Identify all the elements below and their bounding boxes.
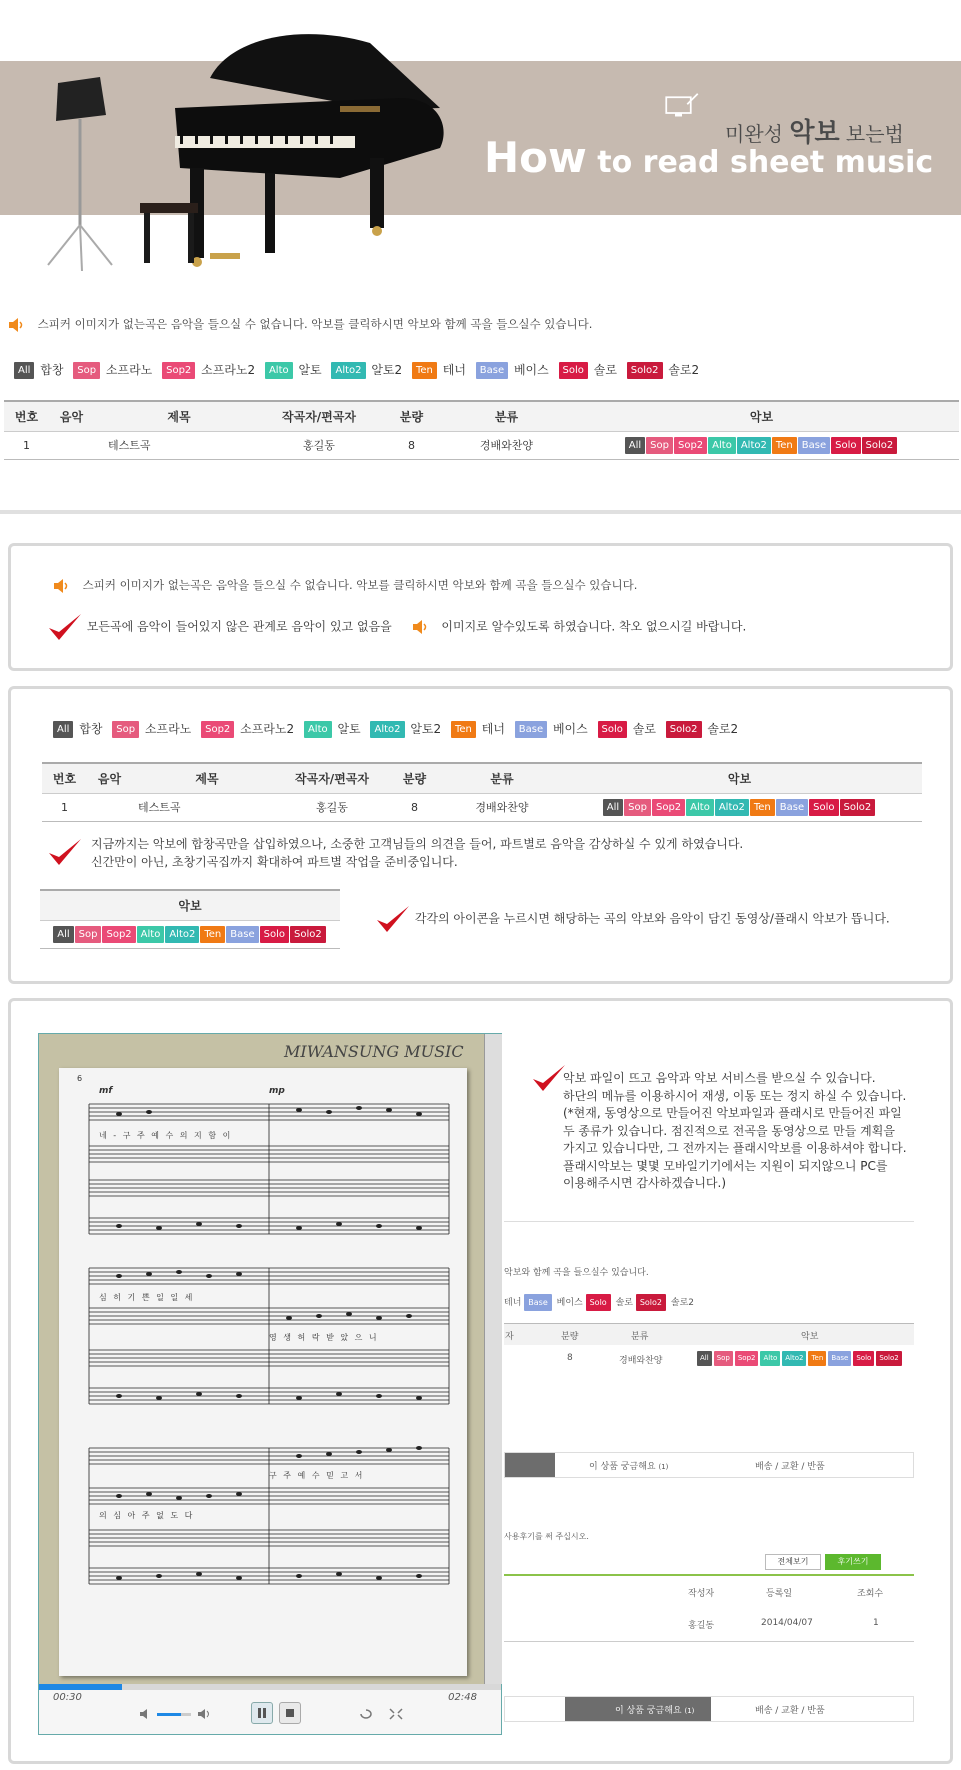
legend-tag-sop: Sop <box>73 362 100 379</box>
legend-label: 소프라노 <box>105 363 153 377</box>
desc-line: 악보 파일이 뜨고 음악과 악보 서비스를 받으실 수 있습니다. <box>563 1071 876 1085</box>
title-bold: 악보 <box>789 118 840 148</box>
legend-tag-sop: Sop <box>112 721 139 738</box>
sheet-music-player <box>38 1033 502 1735</box>
legend-label: 소프라노2 <box>240 722 295 736</box>
pause-icon <box>252 1703 272 1723</box>
info-panel-1 <box>8 543 953 671</box>
bg-views: 1 <box>873 1618 879 1628</box>
legend-tag-all: All <box>14 362 34 379</box>
speaker-icon <box>412 620 430 634</box>
lyrics-line: 네 - 구 주 예 수 의 지 함 이 <box>99 1131 233 1140</box>
bg-col-author: 작성자 <box>688 1589 715 1599</box>
speaker-icon <box>53 579 71 593</box>
sheet-tag-solo[interactable]: Solo <box>260 926 289 943</box>
bg-tag-alto2: Alto2 <box>782 1351 806 1366</box>
brand-watermark: MIWANSUNG MUSIC <box>284 1042 464 1061</box>
bg-legend-base: 베이스 <box>556 1298 583 1308</box>
table-header-row <box>4 401 959 431</box>
tab-question-label: 이 상품 궁금해요 <box>589 1462 656 1472</box>
bg-legend <box>504 1294 694 1311</box>
col-sheet: 악보 <box>557 763 922 793</box>
desc-line: 이용해주시면 감사하겠습니다.) <box>563 1176 727 1190</box>
grand-piano-image <box>140 18 460 280</box>
tab-shipping[interactable]: 배송 / 교환 / 반품 <box>755 1462 825 1472</box>
col-number: 번호 <box>4 401 49 431</box>
sheet-tag-all[interactable]: All <box>53 926 73 943</box>
cell-number: 1 <box>4 431 49 459</box>
sheet-tag-ten[interactable]: Ten <box>200 926 225 943</box>
bg-tag-base: Base <box>828 1351 851 1366</box>
bg-date: 2014/04/07 <box>761 1618 813 1628</box>
legend-tag-ten: Ten <box>451 721 476 738</box>
fullscreen-icon[interactable] <box>389 1708 403 1720</box>
cell-music <box>49 431 94 459</box>
legend-tag-solo2: Solo2 <box>666 721 702 738</box>
bg-tag-sop2: Sop2 <box>735 1351 759 1366</box>
bg-tag-alto: Alto <box>760 1351 780 1366</box>
legend-label: 솔로 <box>632 722 656 736</box>
table-row[interactable] <box>4 431 959 459</box>
legend-tag-sop2: Sop2 <box>201 721 234 738</box>
bg-header-sheet: 악보 <box>801 1332 819 1342</box>
legend-label: 알토2 <box>410 722 442 736</box>
legend-label: 알토 <box>298 363 322 377</box>
bg-tag-solo2: Solo2 <box>876 1351 901 1366</box>
cell-sheet-tags <box>557 793 922 821</box>
legend-label: 알토 <box>337 722 361 736</box>
legend-tag-solo: Solo <box>598 721 627 738</box>
bg-col-date: 등록일 <box>766 1589 793 1599</box>
col-music: 음악 <box>49 401 94 431</box>
bg-tags <box>697 1351 904 1366</box>
sheet-tag-solo[interactable]: Solo <box>809 799 838 816</box>
red-check-icon <box>531 1063 567 1093</box>
col-sheet: 악보 <box>564 401 959 431</box>
sheet-tag-all[interactable]: All <box>603 799 623 816</box>
sheet-tag-alto[interactable]: Alto <box>686 799 714 816</box>
col-composer: 작곡자/편곡자 <box>282 763 382 793</box>
legend-label: 테너 <box>481 722 505 736</box>
bg-header-cat: 분류 <box>631 1332 649 1342</box>
bg-legend-ten: 테너 <box>504 1298 522 1308</box>
red-check-icon <box>47 612 83 642</box>
cell-pages: 8 <box>382 793 447 821</box>
sheet-tag-sop2[interactable]: Sop2 <box>652 799 685 816</box>
lyrics-line: 의 심 아 주 없 도 다 <box>99 1511 195 1520</box>
panel2-mini-table <box>40 889 340 949</box>
sheet-tag-sop[interactable]: Sop <box>624 799 651 816</box>
col-category: 분류 <box>449 401 564 431</box>
legend-tag-solo: Solo <box>559 362 588 379</box>
legend-label: 솔로 <box>593 363 617 377</box>
cell-pages: 8 <box>374 431 449 459</box>
monitor-icon <box>664 92 700 120</box>
sheet-tag-alto2[interactable]: Alto2 <box>165 926 199 943</box>
sheet-tag-ten[interactable]: Ten <box>750 799 775 816</box>
sheet-music-table <box>4 400 959 460</box>
bg-pages: 8 <box>567 1353 573 1363</box>
loop-icon[interactable] <box>359 1708 373 1720</box>
bg-legend-solo2: 솔로2 <box>670 1298 695 1308</box>
col-pages: 분량 <box>382 763 447 793</box>
sheet-tag-sop[interactable]: Sop <box>75 926 102 943</box>
panel2-table <box>42 762 922 822</box>
bg-tag-base: Base <box>524 1294 551 1311</box>
sheet-tag-sop2[interactable]: Sop2 <box>102 926 135 943</box>
legend-tag-base: Base <box>515 721 547 738</box>
sheet-tag-solo[interactable]: Solo <box>831 437 860 454</box>
bg-tag-solo2: Solo2 <box>636 1294 666 1311</box>
section-divider <box>0 510 961 514</box>
speaker-notice <box>8 316 592 332</box>
info-panel-2 <box>8 686 953 984</box>
panel1-notice <box>53 577 637 593</box>
col-pages: 분량 <box>374 401 449 431</box>
pause-button[interactable] <box>251 1702 273 1724</box>
lyrics-line: 구 주 예 수 믿 고 서 <box>269 1471 365 1480</box>
sheet-tag-sop2[interactable]: Sop2 <box>674 437 707 454</box>
panel2-check-line1: 지금까지는 악보에 합창곡만을 삽입하였으나, 소중한 고객님들의 의견을 들어, 파트별로 음악을 감상하실 수 있게 하였습니다. <box>91 837 744 851</box>
bg-tabs-bottom <box>504 1696 914 1722</box>
sheet-tag-alto[interactable]: Alto <box>708 437 736 454</box>
progress-fill <box>39 1684 122 1690</box>
title-prefix: 미완성 <box>725 122 783 146</box>
music-stand-image <box>40 75 120 275</box>
sheet-tag-solo2[interactable]: Solo2 <box>840 799 876 816</box>
cell-sheet-tags <box>564 431 959 459</box>
legend-label: 테너 <box>442 363 466 377</box>
bg-tag-solo: Solo <box>586 1294 611 1311</box>
cell-composer: 홍길동 <box>264 431 374 459</box>
desc-line: (*현재, 동영상으로 만들어진 악보파일과 플래시로 만들어진 파일 <box>563 1106 902 1120</box>
bg-cat: 경배와찬양 <box>619 1356 663 1366</box>
table-header-row <box>42 763 922 793</box>
bg-tag-ten: Ten <box>808 1351 826 1366</box>
bg-tag-solo: Solo <box>853 1351 874 1366</box>
desc-line: 플래시악보는 몇몇 모바일기기에서는 지원이 되지않으니 PC를 <box>563 1158 888 1173</box>
sheet-tag-base[interactable]: Base <box>798 437 830 454</box>
dynamic-mf: mf <box>99 1086 113 1096</box>
banner-title-english <box>484 133 933 182</box>
legend-tag-sop2: Sop2 <box>162 362 195 379</box>
sheet-tag-all[interactable]: All <box>625 437 645 454</box>
panel2-check-line2: 신간만이 아닌, 초창기곡집까지 확대하여 파트별 작업을 준비중입니다. <box>91 855 458 869</box>
bg-review-divider <box>504 1574 914 1576</box>
cell-category: 경배와찬양 <box>447 793 557 821</box>
legend-label: 합창 <box>79 722 103 736</box>
legend-label: 소프라노 <box>144 722 192 736</box>
legend-tag-alto: Alto <box>265 362 293 379</box>
sheet-tag-alto[interactable]: Alto <box>137 926 165 943</box>
header-banner <box>0 0 961 280</box>
legend-tag-ten: Ten <box>412 362 437 379</box>
bg-review-hint: 사용후기를 써 주십시오. <box>504 1532 589 1541</box>
legend-label: 소프라노2 <box>201 363 256 377</box>
title-en-rest: to read sheet music <box>597 145 934 180</box>
desc-line: 하단의 메뉴를 이용하시어 재생, 이동 또는 정지 하실 수 있습니다. <box>563 1088 907 1103</box>
title-suffix: 보는법 <box>845 122 904 146</box>
sheet-page-number: 6 <box>77 1074 83 1083</box>
bg-tag-sop: Sop <box>714 1351 733 1366</box>
cell-title[interactable]: 테스트곡 <box>94 431 264 459</box>
dynamic-mp: mp <box>269 1086 285 1096</box>
panel2-icon-note <box>375 904 890 934</box>
legend-tag-alto2: Alto2 <box>331 362 365 379</box>
lyrics-line: 영 생 허 락 받 았 으 니 <box>269 1333 379 1342</box>
legend-label: 솔로2 <box>707 722 739 736</box>
tab-question-count: (1) <box>684 1707 695 1715</box>
sheet-tag-alto2[interactable]: Alto2 <box>737 437 771 454</box>
legend-tag-all: All <box>53 721 73 738</box>
bg-header-pages: 분량 <box>561 1332 579 1342</box>
col-title: 제목 <box>94 401 264 431</box>
red-check-icon <box>47 837 83 867</box>
progress-bar[interactable] <box>39 1684 501 1690</box>
sheet-tag-solo2[interactable]: Solo2 <box>290 926 326 943</box>
cell-composer: 홍길동 <box>282 793 382 821</box>
cell-music <box>87 793 132 821</box>
speaker-icon <box>8 318 26 332</box>
panel2-legend <box>53 720 744 738</box>
volume-low-icon[interactable] <box>139 1708 153 1720</box>
legend-label: 솔로2 <box>668 363 700 377</box>
panel3-description <box>563 1070 907 1193</box>
desc-line: 가지고 있습니다만, 그 전까지는 플래시악보를 이용하셔야 합니다. <box>563 1141 907 1155</box>
sheet-tag-sop[interactable]: Sop <box>646 437 673 454</box>
view-all-button[interactable]: 전체보기 <box>765 1554 821 1570</box>
player-scrollbar[interactable] <box>484 1034 502 1684</box>
col-category: 분류 <box>447 763 557 793</box>
volume-high-icon[interactable] <box>197 1708 213 1720</box>
col-number: 번호 <box>42 763 87 793</box>
legend-label: 알토2 <box>371 363 403 377</box>
tab-question[interactable] <box>589 1459 668 1472</box>
panel1-notice-text: 스피커 이미지가 없는곡은 음악을 들으실 수 없습니다. 악보를 클릭하시면 악보와 함께 곡을 들으실수 있습니다. <box>82 578 638 592</box>
bg-notice: 악보와 함께 곡을 들으실수 있습니다. <box>504 1268 649 1278</box>
panel1-check-line <box>47 612 746 642</box>
col-music: 음악 <box>87 763 132 793</box>
mini-sheet-tags <box>40 920 340 948</box>
bg-author: 홍길동 <box>688 1621 715 1631</box>
legend-tag-alto: Alto <box>304 721 332 738</box>
notice-text: 스피커 이미지가 없는곡은 음악을 들으실 수 없습니다. 악보를 클릭하시면 악보와 함께 곡을 들으실수 있습니다. <box>37 317 593 331</box>
total-time: 02:48 <box>448 1692 477 1703</box>
col-composer: 작곡자/편곡자 <box>264 401 374 431</box>
tab-shipping[interactable]: 배송 / 교환 / 반품 <box>755 1706 825 1716</box>
col-title: 제목 <box>132 763 282 793</box>
legend-label: 베이스 <box>513 363 549 377</box>
cell-title[interactable]: 테스트곡 <box>132 793 282 821</box>
panel1-check-text-a: 모든곡에 음악이 들어있지 않은 관계로 음악이 있고 없음을 <box>86 619 392 634</box>
legend-tag-alto2: Alto2 <box>370 721 404 738</box>
stop-button[interactable] <box>279 1702 301 1724</box>
legend-label: 베이스 <box>552 722 588 736</box>
stop-icon <box>280 1703 300 1723</box>
current-time: 00:30 <box>53 1692 82 1703</box>
panel2-icon-note-text: 각각의 아이콘을 누르시면 해당하는 곡의 악보와 음악이 담긴 동영상/플래시 악보가 뜹니다. <box>414 911 890 926</box>
mini-col-sheet: 악보 <box>40 890 340 920</box>
legend-label: 합창 <box>40 363 64 377</box>
bg-header-ja: 자 <box>505 1332 514 1342</box>
volume-slider[interactable] <box>157 1713 191 1716</box>
legend-tag-base: Base <box>476 362 508 379</box>
panel1-check-text-b: 이미지로 알수있도록 하였습니다. 착오 없으시길 바랍니다. <box>441 619 747 634</box>
sheet-tag-alto2[interactable]: Alto2 <box>715 799 749 816</box>
player-controls <box>39 1684 501 1734</box>
table-row[interactable] <box>42 793 922 821</box>
sheet-tag-base[interactable]: Base <box>226 926 258 943</box>
tab-question-label: 이 상품 궁금해요 <box>615 1706 682 1716</box>
sheet-tag-solo2[interactable]: Solo2 <box>862 437 898 454</box>
cell-number: 1 <box>42 793 87 821</box>
lyrics-line: 심 히 기 쁜 일 일 세 <box>99 1293 195 1302</box>
write-review-button[interactable]: 후기쓰기 <box>825 1554 881 1570</box>
sheet-tag-base[interactable]: Base <box>776 799 808 816</box>
red-check-icon <box>375 904 411 934</box>
desc-line: 두 종류가 있습니다. 점진적으로 전곡을 동영상으로 만들 계획을 <box>563 1123 895 1138</box>
cell-category: 경배와찬양 <box>449 431 564 459</box>
title-en-big: How <box>484 133 587 182</box>
sheet-page <box>59 1042 467 1676</box>
bg-legend-solo: 솔로 <box>615 1298 633 1308</box>
part-legend <box>14 361 705 379</box>
sheet-tag-ten[interactable]: Ten <box>772 437 797 454</box>
tab-question-active[interactable] <box>615 1703 694 1716</box>
legend-tag-solo2: Solo2 <box>627 362 663 379</box>
bg-col-views: 조회수 <box>857 1589 884 1599</box>
bg-tabs-top <box>504 1452 914 1478</box>
tab-question-count: (1) <box>658 1463 669 1471</box>
bg-tag-all: All <box>697 1351 712 1366</box>
music-staves <box>59 1068 467 1668</box>
